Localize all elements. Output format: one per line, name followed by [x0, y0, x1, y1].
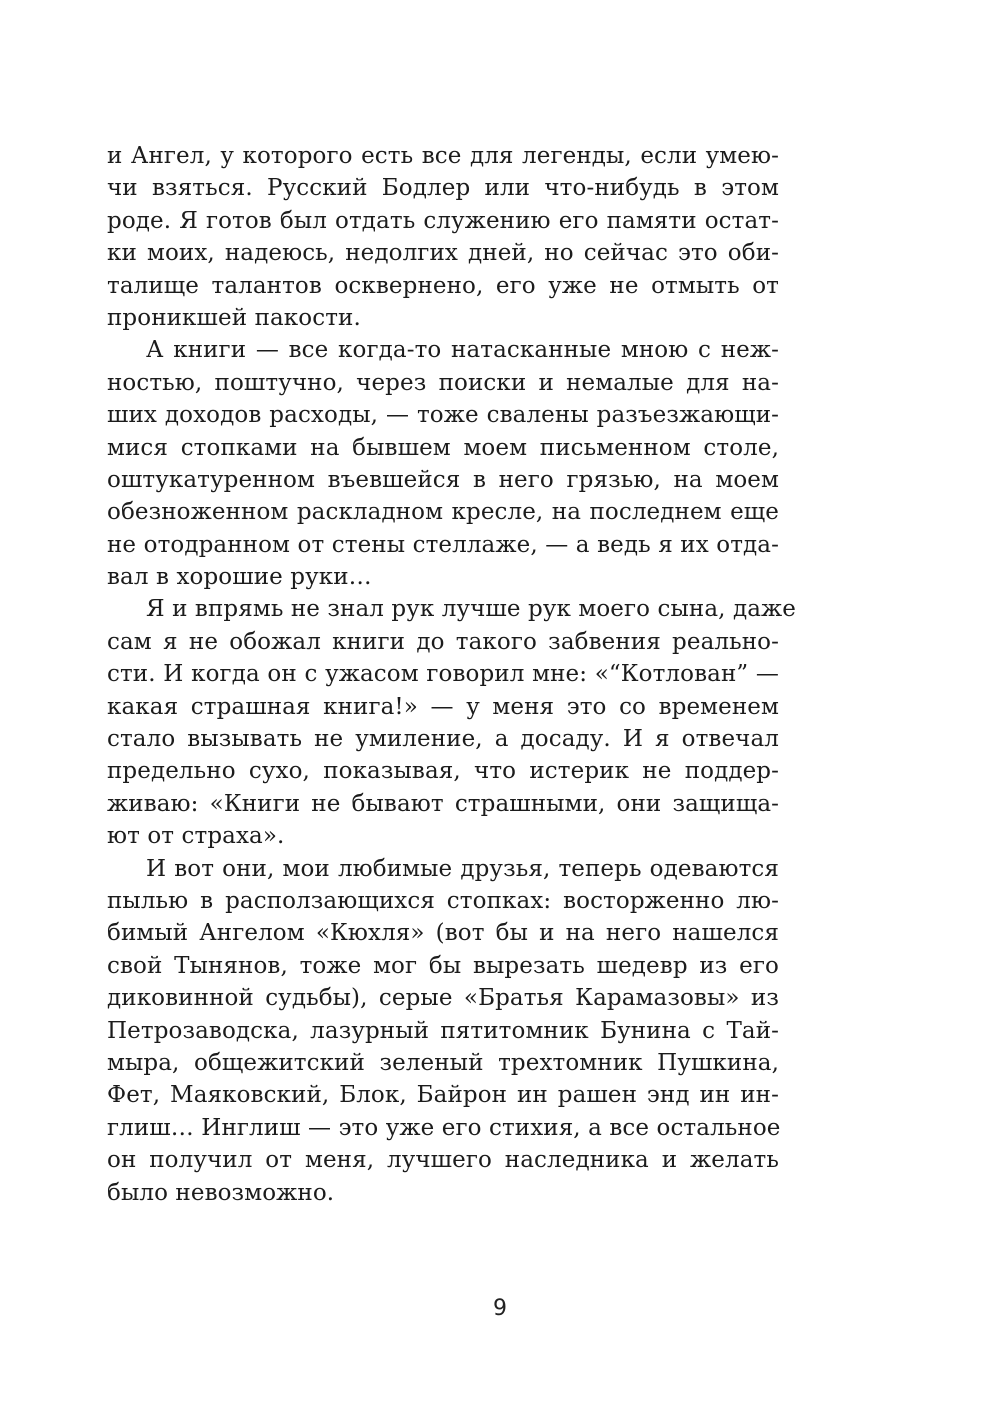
- text-line: талище талантов осквернено, его уже не отмыть от: [107, 272, 779, 299]
- text-line: ют от страха».: [107, 823, 285, 850]
- paragraph-1: [107, 140, 779, 334]
- text-line: предельно сухо, показывая, что истерик не поддер-: [107, 758, 779, 785]
- text-line: диковинной судьбы), серые «Братья Карамазовы» из: [107, 985, 779, 1012]
- text-line: чи взяться. Русский Бодлер или что-нибудь в этом: [107, 175, 779, 202]
- text-line: стало вызывать не умиление, а досаду. И я отвечал: [107, 726, 779, 753]
- text-line: какая страшная книга!» — у меня это со временем: [107, 693, 779, 720]
- text-line: было невозможно.: [107, 1179, 335, 1206]
- text-line: и Ангел, у которого есть все для легенды, если умею-: [107, 143, 779, 169]
- text-line: он получил от меня, лучшего наследника и желать: [107, 1147, 779, 1174]
- paragraph-2: [107, 334, 779, 593]
- text-line: Петрозаводска, лазурный пятитомник Бунина с Тай-: [107, 1017, 779, 1044]
- text-line: глиш… Инглиш — это уже его стихия, а все остальное: [107, 1114, 781, 1141]
- text-line: не отодранном от стены стеллаже, — а ведь я их отда-: [107, 531, 779, 558]
- text-line: проникшей пакости.: [107, 304, 361, 331]
- text-line: обезноженном раскладном кресле, на последнем еще: [107, 499, 779, 526]
- paragraph-4: [107, 853, 779, 1209]
- text-line: ностью, поштучно, через поиски и немалые для на-: [107, 369, 779, 396]
- page-number: 9: [493, 1296, 507, 1321]
- text-line: мыра, общежитский зеленый трехтомник Пушкина,: [107, 1049, 779, 1076]
- body-text: [107, 140, 797, 1209]
- text-line: свой Тынянов, тоже мог бы вырезать шедевр из его: [107, 952, 779, 979]
- text-line: сти. И когда он с ужасом говорил мне: «“Котлован” —: [107, 661, 779, 688]
- text-line: вал в хорошие руки…: [107, 564, 372, 591]
- text-line: ки моих, надеюсь, недолгих дней, но сейчас это оби-: [107, 240, 779, 267]
- paragraph-3: [107, 593, 797, 852]
- text-line: роде. Я готов был отдать служению его памяти остат-: [107, 207, 779, 234]
- text-line: ших доходов расходы, — тоже свалены разъезжающи-: [107, 402, 779, 429]
- text-line: сам я не обожал книги до такого забвения реально-: [107, 628, 779, 655]
- text-line: А книги — все когда-то натасканные мною с неж-: [146, 337, 779, 364]
- text-line: бимый Ангелом «Кюхля» (вот бы и на него нашелся: [107, 920, 779, 947]
- text-line: мися стопками на бывшем моем письменном столе,: [107, 434, 779, 461]
- text-line: живаю: «Книги не бывают страшными, они защища-: [107, 790, 779, 817]
- text-line: оштукатуренном въевшейся в него грязью, на моем: [107, 466, 779, 493]
- text-line: Фет, Маяковский, Блок, Байрон ин рашен энд ин ин-: [107, 1082, 779, 1109]
- text-line: пылью в расползающихся стопках: восторженно лю-: [107, 887, 779, 914]
- text-line: И вот они, мои любимые друзья, теперь одеваются: [146, 855, 779, 882]
- text-line: Я и впрямь не знал рук лучше рук моего сына, даже: [146, 596, 797, 623]
